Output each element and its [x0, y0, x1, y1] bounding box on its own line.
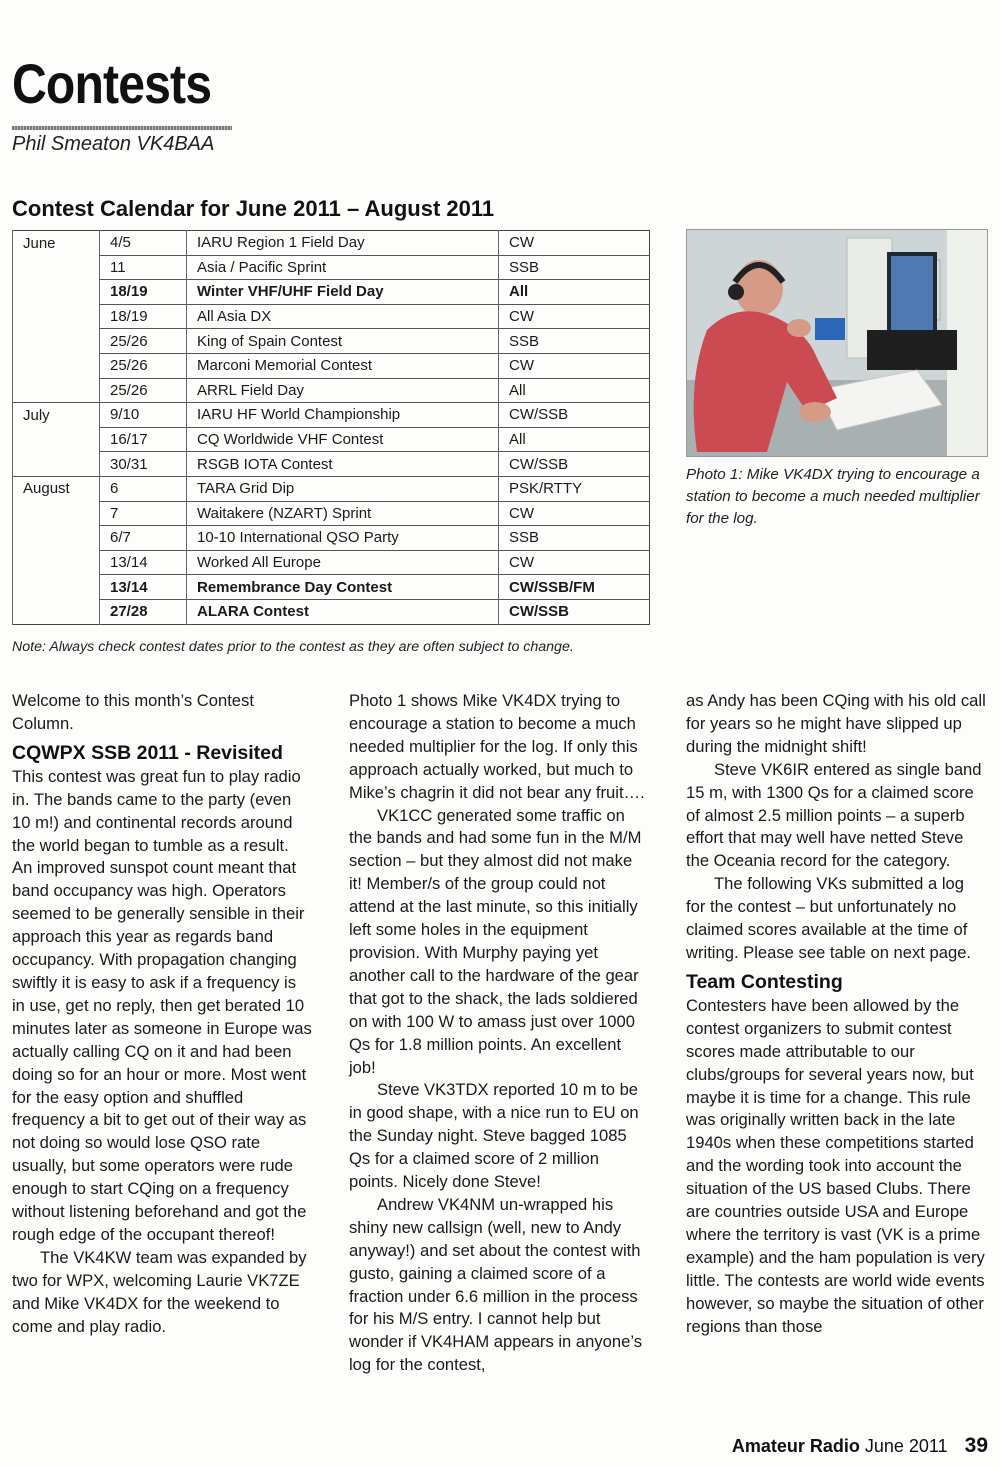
article-paragraph: Welcome to this month’s Contest Column.: [12, 691, 254, 733]
article-paragraph: Steve VK6IR entered as single band 15 m, with 1300 Qs for a claimed score of almost 2.5 million points – a superb effort that may well have netted Steve the Oceania record for the category.: [686, 759, 982, 871]
calendar-row: [13, 231, 650, 256]
calendar-month-cell: [13, 427, 100, 452]
calendar-mode-cell: CW/SSB/FM: [499, 575, 650, 600]
photo-operator-at-station: [686, 229, 988, 457]
calendar-dates-cell: 30/31: [100, 452, 187, 477]
photo-illustration: [687, 230, 987, 456]
calendar-row: [13, 427, 650, 452]
calendar-month-cell: [13, 353, 100, 378]
calendar-contest-cell: Worked All Europe: [187, 550, 499, 575]
calendar-contest-cell: Winter VHF/UHF Field Day: [187, 280, 499, 305]
calendar-row: [13, 280, 650, 305]
article-paragraph: This contest was great fun to play radio in. The bands came to the party (even 10 m!) and continental records around the world began to tumble as a result.: [12, 766, 301, 855]
calendar-contest-cell: All Asia DX: [187, 304, 499, 329]
calendar-row: [13, 378, 650, 403]
calendar-row: [13, 304, 650, 329]
calendar-month-cell: [13, 280, 100, 305]
calendar-dates-cell: 25/26: [100, 329, 187, 354]
article-paragraph: Photo 1 shows Mike VK4DX trying to encourage a station to become a much needed multiplier for the log. If only this approach actually worked, but much to Mike’s chagrin it did not bear any fruit….: [349, 691, 645, 802]
calendar-dates-cell: 7: [100, 501, 187, 526]
article-paragraph: The VK4KW team was expanded by two for WPX, welcoming Laurie VK7ZE and Mike VK4DX for the weekend to come and play radio.: [12, 1247, 307, 1336]
calendar-dates-cell: 11: [100, 255, 187, 280]
calendar-mode-cell: CW/SSB: [499, 403, 650, 428]
calendar-row: [13, 353, 650, 378]
calendar-month-cell: [13, 304, 100, 329]
calendar-row: [13, 403, 650, 428]
author-byline: Phil Smeaton VK4BAA: [12, 133, 215, 155]
calendar-row: [13, 599, 650, 624]
calendar-mode-cell: CW: [499, 550, 650, 575]
calendar-dates-cell: 27/28: [100, 599, 187, 624]
calendar-mode-cell: SSB: [499, 329, 650, 354]
section-heading: CQWPX SSB 2011 - Revisited: [12, 741, 283, 764]
article-paragraph: Andrew VK4NM un-wrapped his shiny new callsign (well, new to Andy anyway!) and set about the contest with gusto, gaining a claimed score of a fraction under 6.6 million in the process for his M/S entry. I cannot help but wonder if VK4HAM appears in anyone’s log for the contest,: [349, 1194, 643, 1375]
calendar-row: [13, 452, 650, 477]
calendar-dates-cell: 6/7: [100, 526, 187, 551]
calendar-month-cell: [13, 599, 100, 624]
photo-caption: Photo 1: Mike VK4DX trying to encourage a station to become a much needed multiplier for the log.: [686, 466, 980, 527]
calendar-month-cell: [13, 575, 100, 600]
calendar-month-cell: July: [13, 403, 100, 428]
calendar-row: [13, 526, 650, 551]
calendar-contest-cell: Asia / Pacific Sprint: [187, 255, 499, 280]
calendar-contest-cell: 10-10 International QSO Party: [187, 526, 499, 551]
calendar-month-cell: [13, 329, 100, 354]
calendar-dates-cell: 9/10: [100, 403, 187, 428]
calendar-dates-cell: 16/17: [100, 427, 187, 452]
article-paragraph: VK1CC generated some traffic on the bands and had some fun in the M/M section – but they almost did not make it! Member/s of the group could not attend at the last minute, so this initially left some holes in the equipment provision. With Murphy paying yet another call to the hardware of the gear that got to the shack, the lads soldiered on with 100 W to amass just over 1000 Qs for 1.8 million points. An excellent job!: [349, 805, 642, 1077]
calendar-row: [13, 575, 650, 600]
article-column-1: [12, 690, 312, 1338]
calendar-dates-cell: 25/26: [100, 378, 187, 403]
article-paragraph: Contesters have been allowed by the contest organizers to submit contest scores made attributable to our clubs/groups for several years now, but maybe it is time for a change. This rule was originally written back in the late 1940s when these competitions started and the wording took into account the situation of the US based Clubs. There are countries outside USA and Europe where the territory is vast (VK is a prime example) and the ham population is very little. The contests are world wide events however, so maybe the situation of other regions than those: [686, 995, 985, 1336]
calendar-dates-cell: 25/26: [100, 353, 187, 378]
calendar-note: Note: Always check contest dates prior to the contest as they are often subject to change.: [12, 639, 574, 655]
calendar-month-cell: June: [13, 231, 100, 256]
calendar-contest-cell: TARA Grid Dip: [187, 476, 499, 501]
calendar-month-cell: [13, 255, 100, 280]
article-column-2: [349, 690, 649, 1377]
calendar-month-cell: August: [13, 476, 100, 501]
calendar-dates-cell: 6: [100, 476, 187, 501]
calendar-mode-cell: All: [499, 280, 650, 305]
calendar-dates-cell: 13/14: [100, 550, 187, 575]
calendar-mode-cell: PSK/RTTY: [499, 476, 650, 501]
article-paragraph: Steve VK3TDX reported 10 m to be in good shape, with a nice run to EU on the Sunday night. Steve bagged 1085 Qs for a claimed score of 2 million points. Nicely done Steve!: [349, 1080, 639, 1192]
calendar-contest-cell: IARU Region 1 Field Day: [187, 231, 499, 256]
calendar-contest-cell: Marconi Memorial Contest: [187, 353, 499, 378]
footer-issue-date: June 2011: [864, 1436, 948, 1456]
calendar-mode-cell: CW: [499, 231, 650, 256]
calendar-mode-cell: CW/SSB: [499, 599, 650, 624]
calendar-contest-cell: IARU HF World Championship: [187, 403, 499, 428]
section-heading: Team Contesting: [686, 970, 843, 993]
page-footer: [732, 1434, 988, 1458]
calendar-month-cell: [13, 526, 100, 551]
footer-page-number: 39: [964, 1434, 988, 1457]
calendar-mode-cell: SSB: [499, 255, 650, 280]
calendar-row: [13, 501, 650, 526]
calendar-month-cell: [13, 452, 100, 477]
calendar-mode-cell: All: [499, 427, 650, 452]
calendar-dates-cell: 18/19: [100, 304, 187, 329]
calendar-row: [13, 329, 650, 354]
calendar-dates-cell: 13/14: [100, 575, 187, 600]
calendar-month-cell: [13, 501, 100, 526]
calendar-dates-cell: 4/5: [100, 231, 187, 256]
title-rule: [12, 126, 232, 130]
calendar-row: [13, 255, 650, 280]
calendar-mode-cell: SSB: [499, 526, 650, 551]
calendar-mode-cell: All: [499, 378, 650, 403]
calendar-contest-cell: Waitakere (NZART) Sprint: [187, 501, 499, 526]
calendar-contest-cell: King of Spain Contest: [187, 329, 499, 354]
calendar-contest-cell: CQ Worldwide VHF Contest: [187, 427, 499, 452]
calendar-heading: Contest Calendar for June 2011 – August 2011: [12, 196, 495, 221]
calendar-contest-cell: ARRL Field Day: [187, 378, 499, 403]
calendar-row: [13, 476, 650, 501]
calendar-dates-cell: 18/19: [100, 280, 187, 305]
calendar-row: [13, 550, 650, 575]
footer-magazine-name: Amateur Radio: [731, 1436, 860, 1456]
calendar-mode-cell: CW: [499, 501, 650, 526]
calendar-contest-cell: RSGB IOTA Contest: [187, 452, 499, 477]
article-column-3: [686, 690, 986, 1338]
calendar-contest-cell: Remembrance Day Contest: [187, 575, 499, 600]
contest-calendar-table: [12, 230, 650, 625]
page-title: Contests: [12, 52, 212, 115]
calendar-month-cell: [13, 550, 100, 575]
article-paragraph: as Andy has been CQing with his old call for years so he might have slipped up during the midnight shift!: [686, 691, 986, 756]
article-paragraph: An improved sunspot count meant that band occupancy was high. Operators seemed to be generally sensible in their approach this year as regards band occupancy. With propagation changing swiftly it is easy to ask if a frequency is in use, get no reply, then get berated 10 minutes later as someone in Europe was actually calling CQ on it and had been doing so for an hour or more. Most went for the easy option and shuffled frequency a bit to get out of their way as not doing so would lose QSO rate usually, but some operators were rude enough to start CQing on a frequency without listening beforehand and got the rough edge of the occupant thereof!: [12, 858, 312, 1244]
article-paragraph: The following VKs submitted a log for the contest – but unfortunately no claimed scores available at the time of writing. Please see table on next page.: [686, 874, 972, 962]
calendar-mode-cell: CW: [499, 304, 650, 329]
calendar-mode-cell: CW/SSB: [499, 452, 650, 477]
calendar-mode-cell: CW: [499, 353, 650, 378]
calendar-month-cell: [13, 378, 100, 403]
calendar-contest-cell: ALARA Contest: [187, 599, 499, 624]
